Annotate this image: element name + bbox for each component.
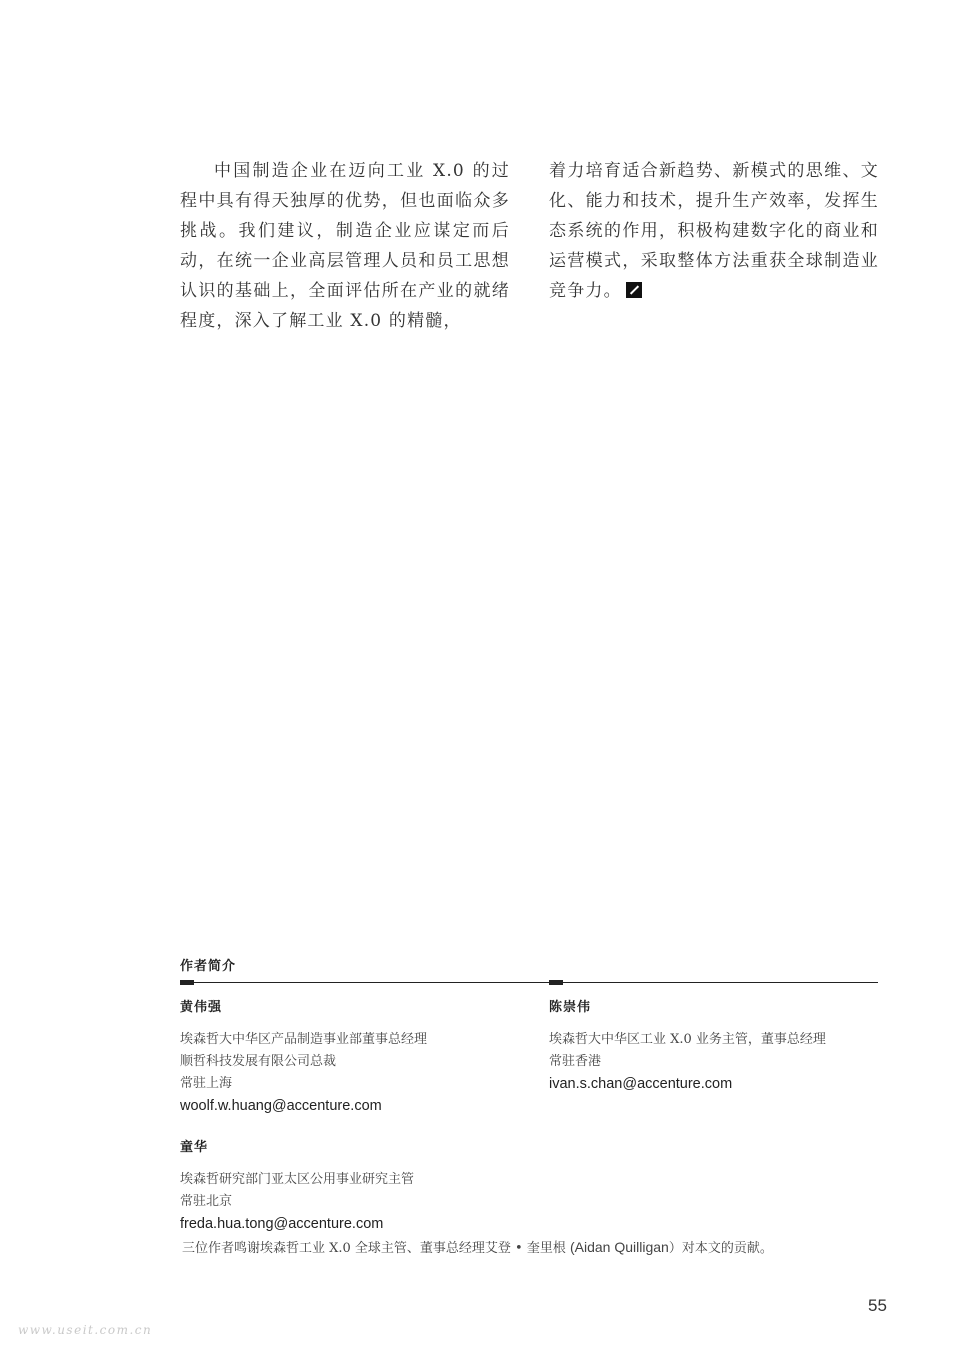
acknowledgement-note (182, 1237, 773, 1256)
pencil-square-icon (626, 282, 642, 298)
author-email-link[interactable]: woolf.w.huang@accenture.com (180, 1098, 382, 1114)
article-right-column (549, 156, 879, 306)
author-name: 童华 (180, 1140, 209, 1155)
section-divider (180, 982, 878, 983)
authors-heading: 作者简介 (180, 959, 237, 974)
page-number: 55 (868, 1296, 887, 1315)
divider-tick-right (549, 980, 563, 985)
author-card-huang (180, 996, 427, 1117)
article-paragraph-left: 中国制造企业在迈向工业 X.0 的过程中具有得天独厚的优势，但也面临众多挑战。我们建议，制造企业应谋定而后动，在统一企业高层管理人员和员工思想认识的基础上，全面评估所在产业的就绪程度，深入了解工业 X.0 的精髓， (180, 161, 510, 331)
watermark: www.useit.com.cn (18, 1323, 153, 1337)
author-email-link[interactable]: freda.hua.tong@accenture.com (180, 1216, 384, 1232)
author-location: 常驻北京 (180, 1194, 233, 1209)
author-card-tong (180, 1136, 414, 1235)
author-card-chan (549, 996, 826, 1095)
author-title-line: 埃森哲大中华区工业 X.0 业务主管，董事总经理 (549, 1032, 826, 1047)
article-paragraph-right-text: 着力培育适合新趋势、新模式的思维、文化、能力和技术，提升生产效率，发挥生态系统的作用，积极构建数字化的商业和运营模式，采取整体方法重获全球制造业竞争力。 (549, 161, 879, 301)
author-name: 陈崇伟 (549, 1000, 592, 1015)
acknowledgement-name: (Aidan Quilligan (570, 1239, 669, 1255)
author-title-line: 埃森哲研究部门亚太区公用事业研究主管 (180, 1172, 415, 1187)
author-email-link[interactable]: ivan.s.chan@accenture.com (549, 1076, 733, 1092)
author-name: 黄伟强 (180, 1000, 223, 1015)
author-location: 常驻香港 (549, 1054, 602, 1069)
divider-tick-left (180, 980, 194, 985)
acknowledgement-post: ）对本文的贡献。 (668, 1241, 773, 1256)
author-title-line: 埃森哲大中华区产品制造事业部董事总经理 (180, 1032, 428, 1047)
author-title-line: 顺哲科技发展有限公司总裁 (180, 1054, 337, 1069)
author-location: 常驻上海 (180, 1076, 233, 1091)
article-left-column (180, 156, 510, 336)
acknowledgement-pre: 三位作者鸣谢埃森哲工业 X.0 全球主管、董事总经理艾登 • 奎里根 (182, 1241, 570, 1256)
article-paragraph-right (549, 156, 879, 306)
